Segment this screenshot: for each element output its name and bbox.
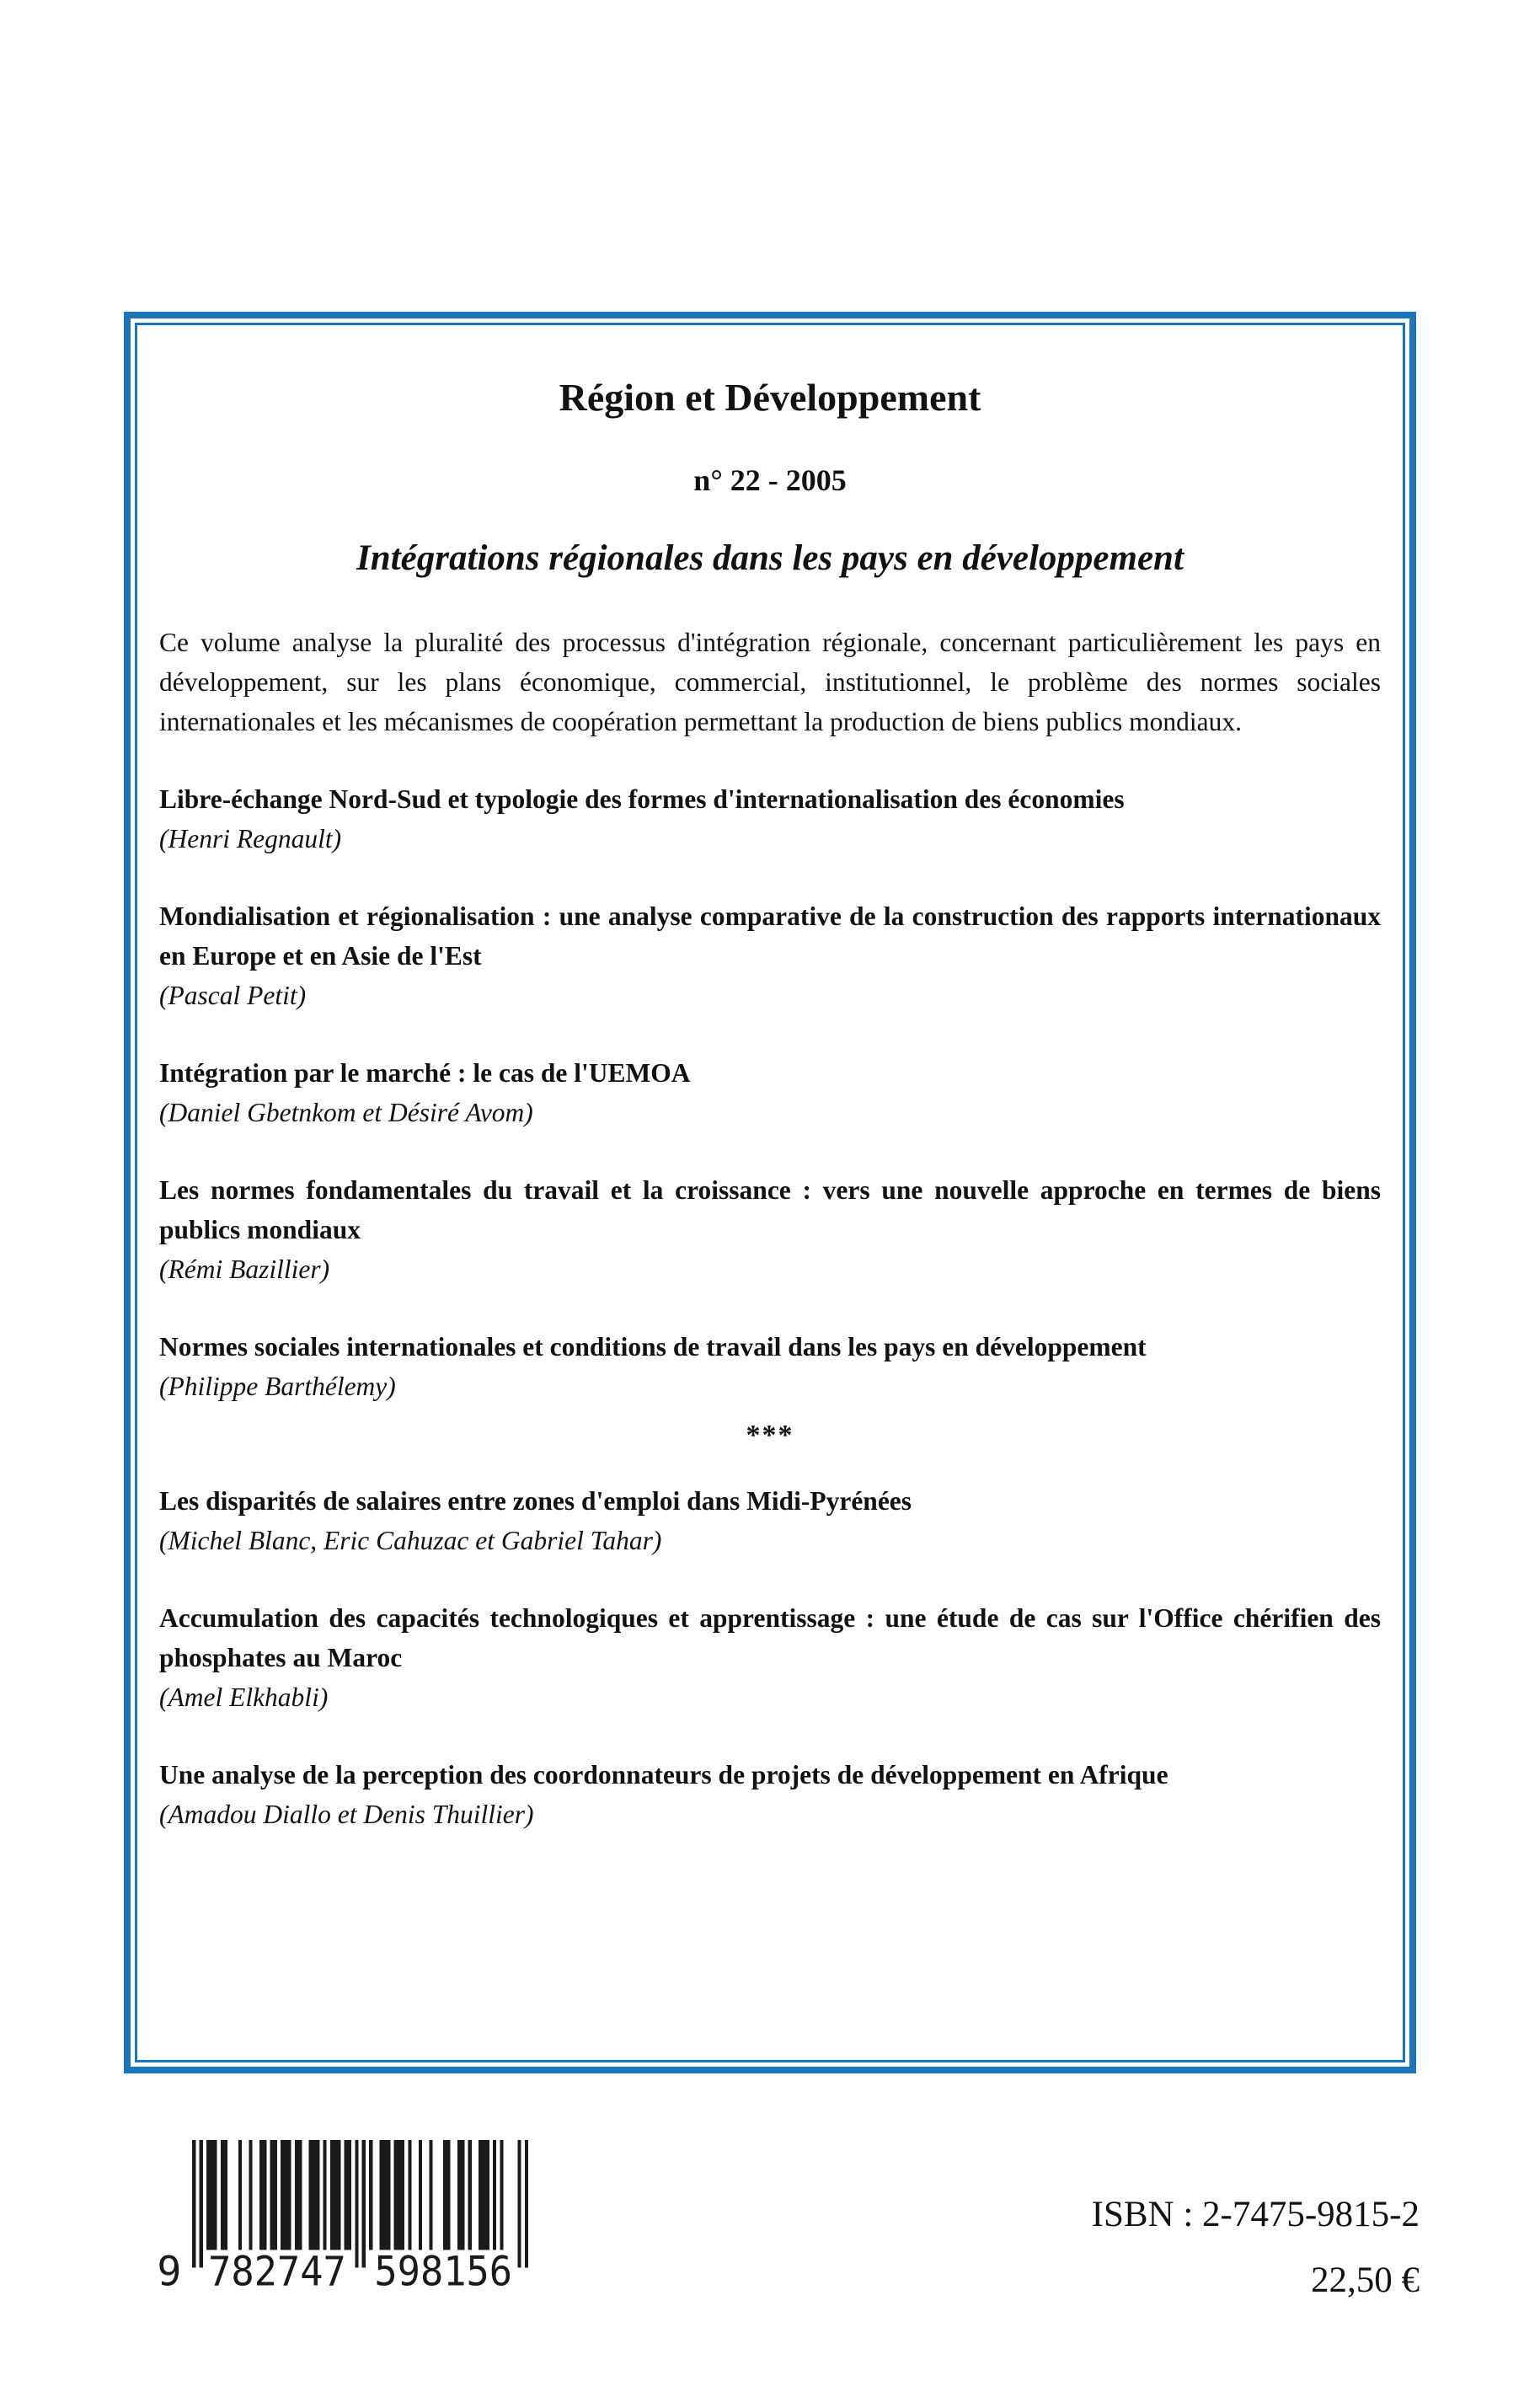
ean-barcode-svg bbox=[153, 2140, 528, 2292]
article-authors: (Michel Blanc, Eric Cahuzac et Gabriel Tahar) bbox=[159, 1525, 662, 1555]
article-entry bbox=[159, 1598, 1381, 1717]
article-authors: (Philippe Barthélemy) bbox=[159, 1371, 396, 1401]
article-title: Une analyse de la perception des coordonnateurs de projets de développement en Afrique bbox=[159, 1759, 1168, 1790]
frame-inner bbox=[135, 323, 1405, 2062]
article-title: Intégration par le marché : le cas de l'UEMOA bbox=[159, 1057, 691, 1088]
blue-double-frame bbox=[124, 312, 1416, 2073]
svg-text:598156: 598156 bbox=[374, 2248, 513, 2292]
article-authors: (Amadou Diallo et Denis Thuillier) bbox=[159, 1799, 534, 1829]
journal-title: Région et Développement bbox=[559, 376, 981, 419]
article-entry bbox=[159, 1053, 1381, 1132]
article-entry bbox=[159, 1327, 1381, 1406]
article-entry bbox=[159, 896, 1381, 1015]
article-title: Les normes fondamentales du travail et la croissance : vers une nouvelle approche en termes de biens publics mondiaux bbox=[159, 1174, 1381, 1244]
issue-number: n° 22 - 2005 bbox=[693, 463, 847, 498]
article-authors: (Amel Elkhabli) bbox=[159, 1682, 329, 1712]
article-title: Normes sociales internationales et conditions de travail dans les pays en développement bbox=[159, 1331, 1147, 1362]
issue-theme-title: Intégrations régionales dans les pays en développement bbox=[356, 538, 1184, 579]
article-authors: (Pascal Petit) bbox=[159, 980, 307, 1010]
article-title: Les disparités de salaires entre zones d'emploi dans Midi-Pyrénées bbox=[159, 1485, 912, 1516]
article-entry bbox=[159, 779, 1381, 859]
article-entry bbox=[159, 1170, 1381, 1289]
article-title: Mondialisation et régionalisation : une analyse comparative de la construction des rapports internationaux en Europe et en Asie de l'Est bbox=[159, 901, 1381, 971]
svg-text:9: 9 bbox=[157, 2248, 182, 2292]
isbn-text: ISBN : 2-7475-9815-2 bbox=[1091, 2195, 1420, 2234]
svg-text:782747: 782747 bbox=[208, 2248, 346, 2292]
section-separator: *** bbox=[746, 1419, 794, 1451]
article-authors: (Henri Regnault) bbox=[159, 823, 342, 853]
ean-barcode bbox=[153, 2140, 528, 2296]
article-entry bbox=[159, 1481, 1381, 1560]
article-authors: (Rémi Bazillier) bbox=[159, 1254, 330, 1284]
article-entry bbox=[159, 1755, 1381, 1834]
issue-abstract: Ce volume analyse la pluralité des processus d'intégration régionale, concernant particulièrement les pays en développement, sur les plans économique, commercial, institutionnel, le problème des normes sociales internationales et les mécanismes de coopération permettant la production de biens publics mondiaux. bbox=[159, 627, 1381, 736]
price-text: 22,50 € bbox=[1311, 2260, 1420, 2300]
article-authors: (Daniel Gbetnkom et Désiré Avom) bbox=[159, 1097, 533, 1127]
article-title: Libre-échange Nord-Sud et typologie des formes d'internationalisation des économies bbox=[159, 784, 1125, 814]
article-title: Accumulation des capacités technologiques et apprentissage : une étude de cas sur l'Office chérifien des phosphates au Maroc bbox=[159, 1602, 1381, 1672]
